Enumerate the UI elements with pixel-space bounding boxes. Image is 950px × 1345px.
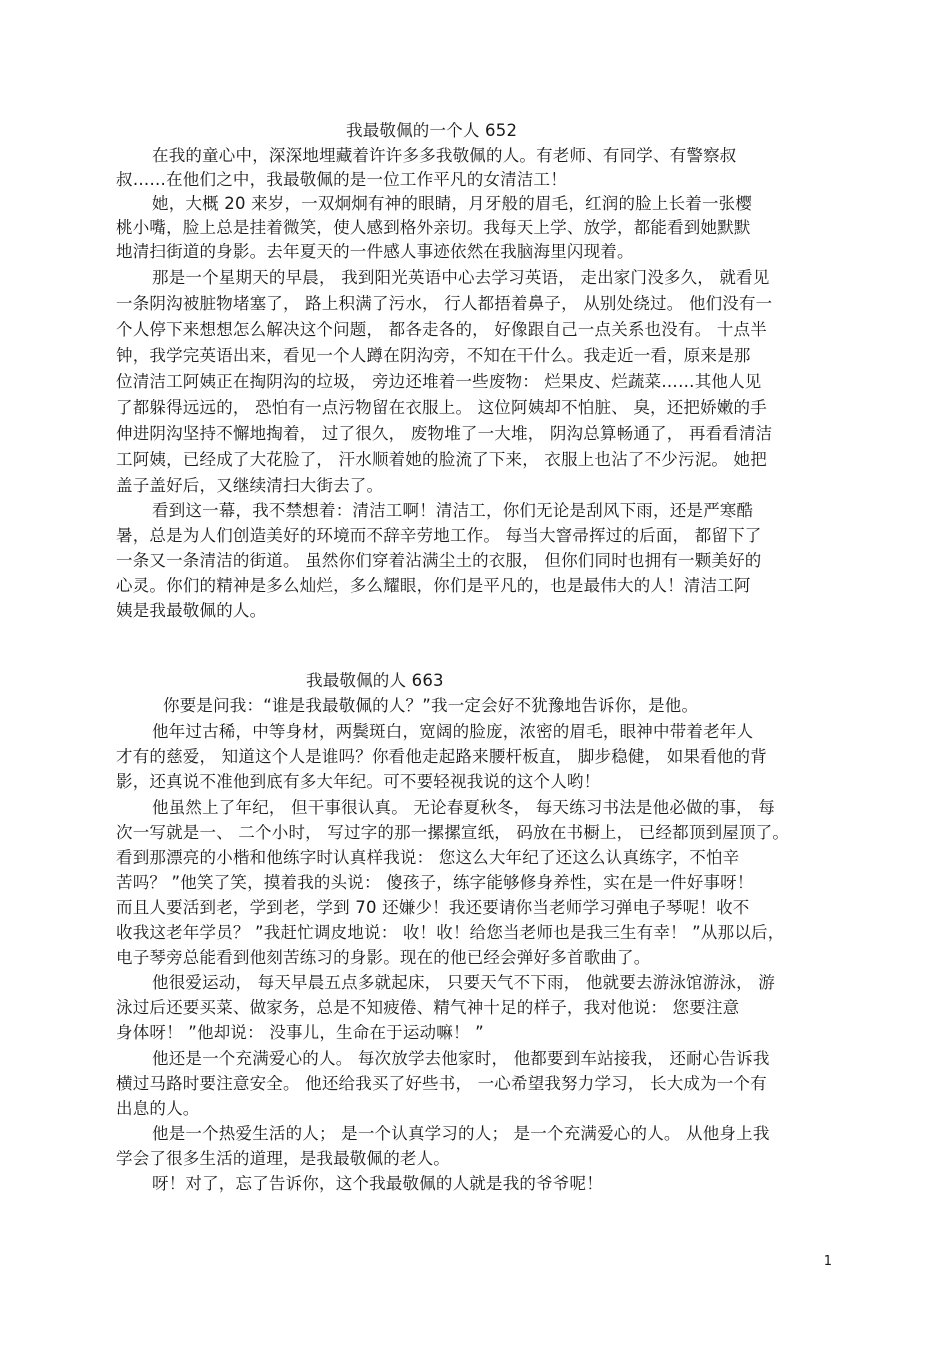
essay2-line: 他年过古稀，中等身材，两鬓斑白，宽阔的脸庞，浓密的眉毛，眼神中带着老年人 [152,722,754,741]
essay1-line: 暑，总是为人们创造美好的环境而不辞辛劳地工作。 每当大窨帚挥过的后面， 都留下了 [116,526,762,545]
essay2-line: 泳过后还要买菜、做家务，总是不知疲倦、精气神十足的样子，我对他说： 您要注意 [116,998,740,1017]
essay1-line: 心灵。你们的精神是多么灿烂，多么耀眼，你们是平凡的，也是最伟大的人！清洁工阿 [116,576,751,595]
essay2-line: 横过马路时要注意安全。 他还给我买了好些书， 一心希望我努力学习， 长大成为一个有 [116,1074,767,1093]
essay1-line: 看到这一幕，我不禁想着：清洁工啊！清洁工，你们无论是刮风下雨，还是严寒酷 [152,501,754,520]
essay1-line: 了都躲得远远的， 恐怕有一点污物留在衣服上。 这位阿姨却不怕脏、 臭，还把娇嫩的手 [116,398,767,417]
essay1-line: 地清扫街道的身影。去年夏天的一件感人事迹依然在我脑海里闪现着。 [116,242,634,261]
essay1-line: 位清洁工阿姨正在掏阴沟的垃圾， 旁边还堆着一些废物： 烂果皮、烂蔬菜……其他人见 [116,372,762,391]
essay1-line: 叔……在他们之中，我最敬佩的是一位工作平凡的女清洁工！ [116,170,567,189]
essay1-title: 我最敬佩的一个人 652 [346,121,518,140]
essay1-line: 盖子盖好后，又继续清扫大街去了。 [116,476,384,495]
essay1-line: 一条阴沟被脏物堵塞了， 路上积满了污水， 行人都捂着鼻子， 从别处绕过。 他们没有一 [116,294,773,313]
essay2-line: 而且人要活到老，学到老，学到 70 还嫌少！我还要请你当老师学习弹电子琴呢！收不 [116,898,750,917]
essay2-line: 呀！对了，忘了告诉你，这个我最敬佩的人就是我的爷爷呢！ [152,1174,603,1193]
essay2-line: 他虽然上了年纪， 但干事很认真。 无论春夏秋冬， 每天练习书法是他必做的事， 每 [152,798,775,817]
essay2-line: 看到那漂亮的小楷和他练字时认真样我说： 您这么大年纪了还这么认真练字，不怕辛 [116,848,740,867]
essay2-line: 学会了很多生活的道理，是我最敬佩的老人。 [116,1149,450,1168]
essay1-line: 伸进阴沟坚持不懈地掏着， 过了很久， 废物堆了一大堆， 阴沟总算畅通了， 再看看清洁 [116,424,773,443]
essay2-line: 电子琴旁总能看到他刻苦练习的身影。现在的他已经会弹好多首歌曲了。 [116,948,651,967]
essay1-line: 姨是我最敬佩的人。 [116,601,267,620]
essay1-line: 那是一个星期天的早晨， 我到阳光英语中心去学习英语， 走出家门没多久， 就看见 [152,268,770,287]
essay2-line: 次一写就是一、 二个小时， 写过字的那一摞摞宣纸， 码放在书橱上， 已经都顶到屋顶了。 [116,823,790,842]
essay1-line: 她，大概 20 来岁，一双炯炯有神的眼睛，月牙般的眉毛，红润的脸上长着一张樱 [152,194,753,213]
essay2-line: 出息的人。 [116,1099,200,1118]
essay2-line: 他很爱运动， 每天早晨五点多就起床， 只要天气不下雨， 他就要去游泳馆游泳， 游 [152,973,775,992]
essay2-line: 身体呀！ ”他却说： 没事儿，生命在于运动嘛！ ” [116,1023,484,1042]
page-number: 1 [823,1254,832,1269]
essay2-line: 影，还真说不准他到底有多大年纪。可不要轻视我说的这个人哟！ [116,772,601,791]
essay2-line: 他还是一个充满爱心的人。 每次放学去他家时， 他都要到车站接我， 还耐心告诉我 [152,1049,770,1068]
essay1-line: 一条又一条清洁的街道。 虽然你们穿着沾满尘土的衣服， 但你们同时也拥有一颗美好的 [116,551,762,570]
essay1-line: 个人停下来想想怎么解决这个问题， 都各走各的， 好像跟自己一点关系也没有。 十点半 [116,320,767,339]
essay2-title: 我最敬佩的人 663 [306,671,444,690]
essay1-line: 钟，我学完英语出来，看见一个人蹲在阴沟旁，不知在干什么。我走近一看，原来是那 [116,346,751,365]
essay1-line: 桃小嘴，脸上总是挂着微笑，使人感到格外亲切。我每天上学、放学，都能看到她默默 [116,218,751,237]
essay2-line: 收我这老年学员？ ”我赶忙调皮地说： 收！收！给您当老师也是我三生有幸！ ”从那以后， [116,923,785,942]
essay2-line: 才有的慈爱， 知道这个人是谁吗？你看他走起路来腰杆板直， 脚步稳健， 如果看他的背 [116,747,767,766]
essay2-line: 他是一个热爱生活的人； 是一个认真学习的人； 是一个充满爱心的人。 从他身上我 [152,1124,770,1143]
essay2-line: 你要是问我：“谁是我最敬佩的人？”我一定会好不犹豫地告诉你，是他。 [163,696,699,715]
essay2-line: 苦吗？ ”他笑了笑，摸着我的头说： 傻孩子，练字能够修身养性，实在是一件好事呀！ [116,873,754,892]
essay1-line: 在我的童心中，深深地埋藏着许许多多我敬佩的人。有老师、有同学、有警察叔 [152,146,737,165]
essay1-line: 工阿姨，已经成了大花脸了， 汗水顺着她的脸流了下来， 衣服上也沾了不少污泥。 她把 [116,450,767,469]
